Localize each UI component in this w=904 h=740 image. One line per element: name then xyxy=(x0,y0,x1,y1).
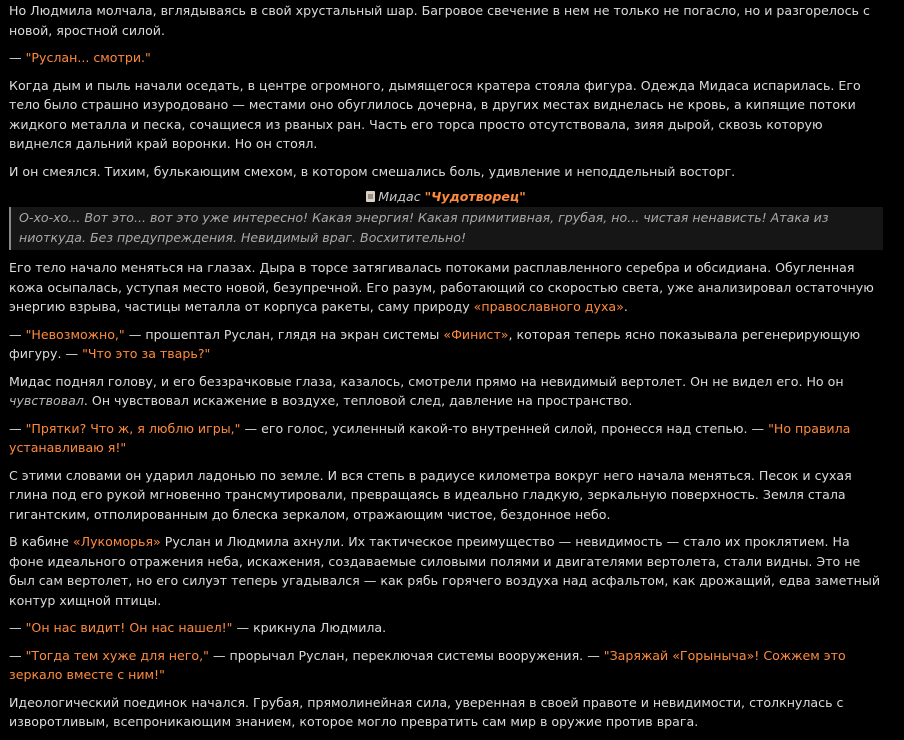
speaker-title: "Чудотворец" xyxy=(424,189,526,204)
paragraph-8: — "Прятки? Что ж, я люблю игры," — его голос, усиленный какой-то внутренней силой, пронесся над степью. — "Но правила устанавливаю я!" xyxy=(9,420,851,455)
paragraph-3: Когда дым и пыль начали оседать, в центре огромного, дымящегося кратера стояла фигура. Одежда Мидаса испарилась. Его тело было страшно изуродовано — местами оно обуглилось дочерна, в других местах виднелась не кровь, а кипящие потоки жидкого металла и песка, сочащиеся из рваных ран. Часть его торса просто отсутствовала, зияя дырой, сквозь которую виднелся дальний край воронки. Но он стоял. xyxy=(9,77,861,151)
paragraph-12: — "Тогда тем хуже для него," — прорычал Руслан, переключая системы вооружения. — "Заряжай «Горыныча»! Сожжем это зеркало вместе с ним!" xyxy=(9,647,846,682)
paragraph-13: Идеологический поединок начался. Грубая, прямолинейная сила, уверенная в своей правоте и невидимости, столкнулась с изворотливым, всепроникающим знанием, которое могло превратить сам мир в оружие против врага. xyxy=(9,694,844,729)
character-portrait-icon xyxy=(366,191,375,202)
dialogue-quote: "Тогда тем хуже для него," xyxy=(25,647,209,663)
paragraph-9: С этими словами он ударил ладонью по земле. И вся степь в радиусе километра вокруг него начала меняться. Песок и сухая глина под его рукой мгновенно трансмутировали, превращаясь в идеально гладкую, зеркальную поверхность. Земля стала гигантским, отполированным до блеска зеркалом, отражающим чистое, бездонное небо. xyxy=(9,467,852,522)
highlight-term: «православного духа» xyxy=(473,299,624,314)
dialogue-quote: "Прятки? Что ж, я люблю игры," xyxy=(25,420,241,436)
paragraph-1: Но Людмила молчала, вглядываясь в свой хрустальный шар. Багровое свечение в нем не только не погасло, но и разгорелось с новой, яростной силой. xyxy=(9,3,870,38)
dialogue-quote: "Но правила устанавливаю я!" xyxy=(9,420,851,455)
paragraph-5: Его тело начало меняться на глазах. Дыра в торсе затягивалась потоками расплавленного серебра и обсидиана. Обугленная кожа осыпалась, уступая место новой, безупречной. Его разум, работающий со скоростью света, уже анализировал остаточную энергию взрыва, частицы металла от корпуса ракеты, саму природу «православного духа». xyxy=(9,260,874,314)
paragraph-7: Мидас поднял голову, и его беззрачковые глаза, казалось, смотрели прямо на невидимый вертолет. Он не видел его. Но он чувствовал. Он чувствовал искажение в воздухе, тепловой след, давление на пространство. xyxy=(9,373,844,408)
story-text xyxy=(9,1,883,740)
highlight-term: «Финист» xyxy=(443,326,509,342)
highlight-term: «Лукоморья» xyxy=(72,534,161,549)
dialogue-quote: "Невозможно," xyxy=(25,326,125,342)
dialogue-quote: "Руслан... смотри." xyxy=(25,50,151,65)
character-quote-block: О-хо-хо... Вот это... вот это уже интересно! Какая энергия! Какая примитивная, грубая, но... чистая ненависть! Атака из ниоткуда. Без предупреждения. Невидимый враг. Восхитительно! xyxy=(9,207,883,250)
paragraph-4: И он смеялся. Тихим, булькающим смехом, в котором смешались боль, удивление и неподдельный восторг. xyxy=(9,163,736,179)
paragraph-11: — "Он нас видит! Он нас нашел!" — крикнула Людмила. xyxy=(9,620,387,635)
paragraph-2: — "Руслан... смотри." xyxy=(9,50,151,65)
emphasis-text: чувствовал xyxy=(9,393,84,408)
speaker-name: Мидас xyxy=(378,189,425,204)
speaker-header xyxy=(9,189,883,205)
dialogue-quote: "Что это за тварь?" xyxy=(82,346,211,361)
paragraph-6: — "Невозможно," — прошептал Руслан, глядя на экран системы «Финист», которая теперь ясно показывала регенерирующую фигуру. — "Что это за тварь?" xyxy=(9,326,861,361)
dialogue-quote: "Заряжай «Горыныча»! Сожжем это зеркало вместе с ним!" xyxy=(9,647,846,682)
paragraph-10: В кабине «Лукоморья» Руслан и Людмила ахнули. Их тактическое преимущество — невидимость — стало их проклятием. На фоне идеального отражения неба, искажения, создаваемые силовыми полями и двигателями вертолета, стали видны. Это не был сам вертолет, но его силуэт теперь угадывался — как рябь горячего воздуха над асфальтом, как дрожащий, едва заметный контур хищной птицы. xyxy=(9,534,881,608)
dialogue-quote: "Он нас видит! Он нас нашел!" xyxy=(25,620,233,635)
